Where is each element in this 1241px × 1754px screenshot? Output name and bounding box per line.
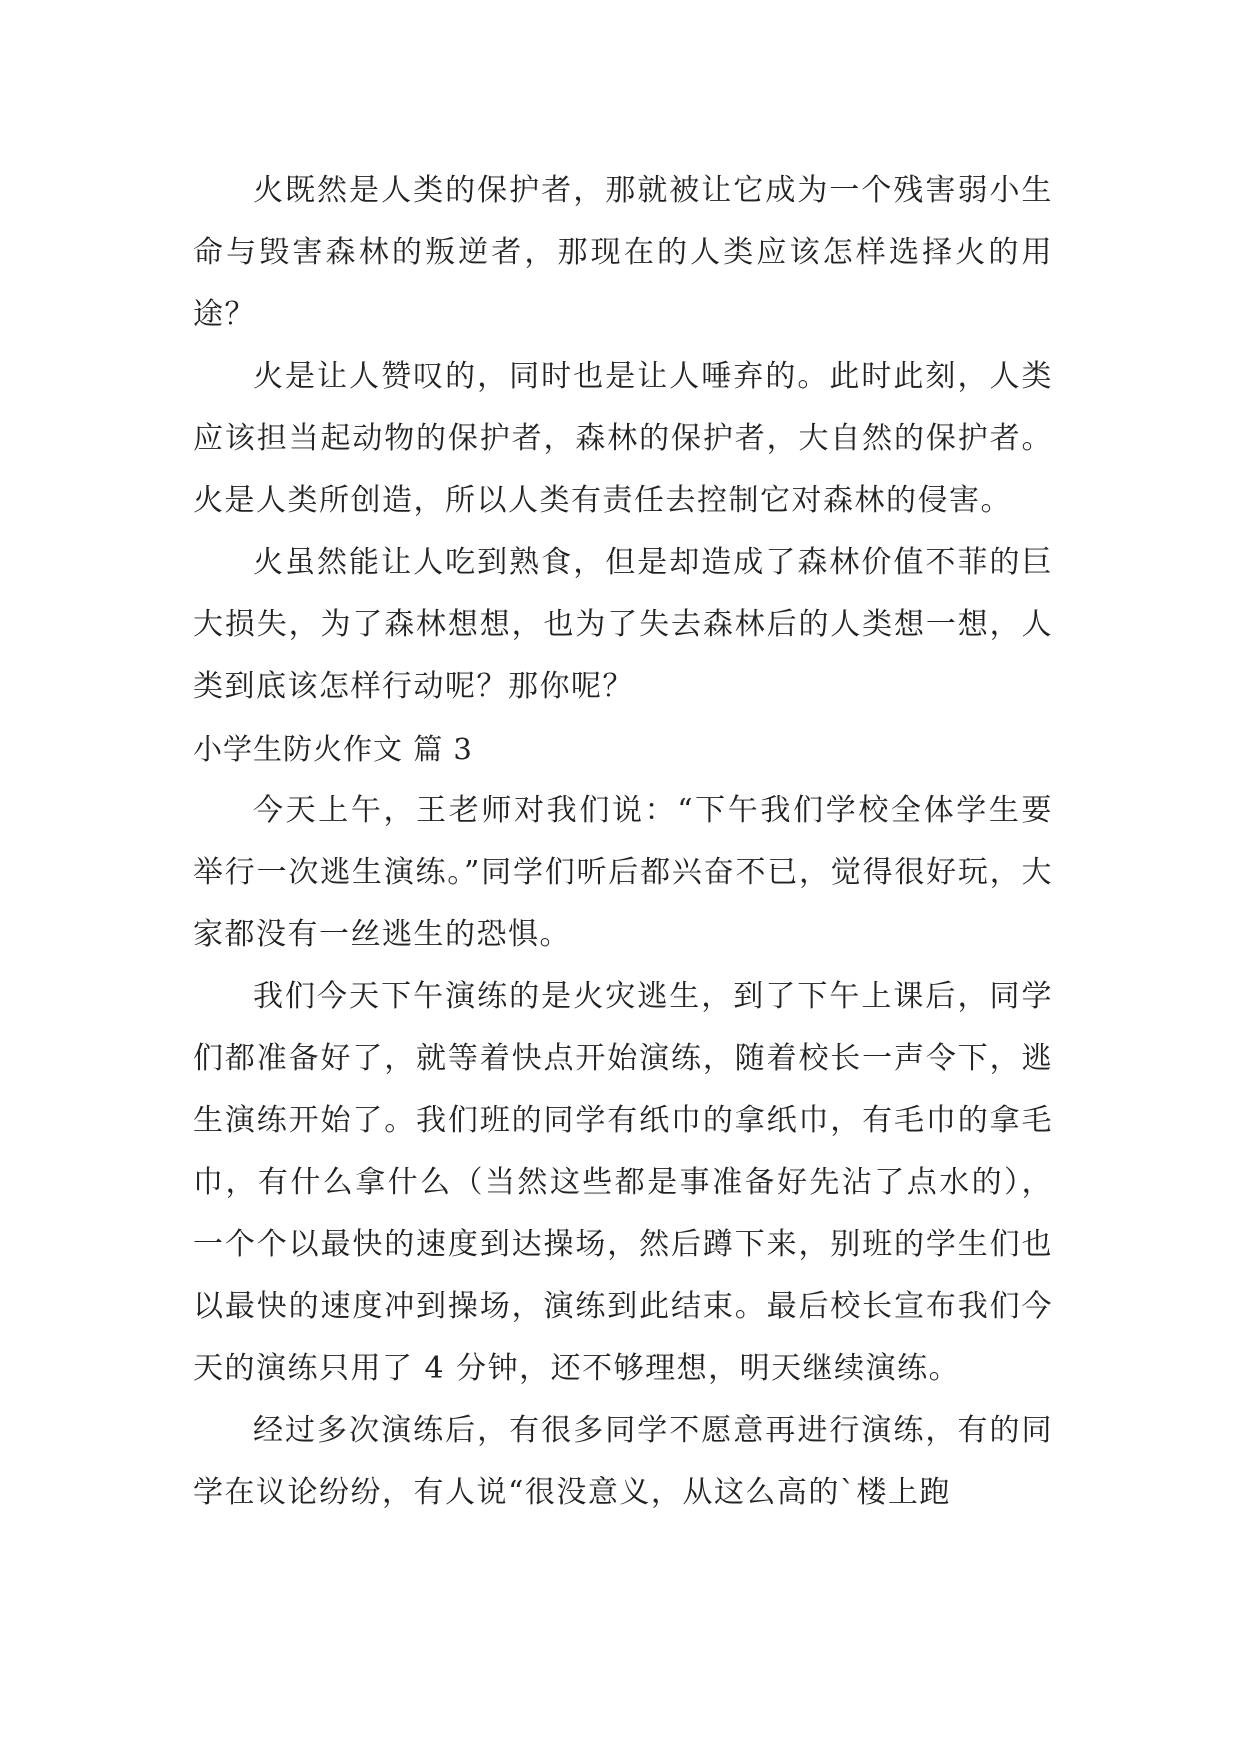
- paragraph-fire-protector: 火既然是人类的保护者，那就被让它成为一个残害弱小生命与毁害森林的叛逆者，那现在的人类应该怎样选择火的用途？: [193, 173, 1053, 332]
- paragraph-teacher-announcement: 今天上午，王老师对我们说：“下午我们学校全体学生要举行一次逃生演练。”同学们听后都兴奋不已，觉得很好玩，大家都没有一丝逃生的恐惧。: [193, 793, 1053, 952]
- document-body: [193, 160, 1053, 1524]
- paragraph-fire-praised: 火是让人赞叹的，同时也是让人唾弃的。此时此刻，人类应该担当起动物的保护者，森林的保护者，大自然的保护者。火是人类所创造，所以人类有责任去控制它对森林的侵害。: [193, 359, 1053, 518]
- section-heading: 小学生防火作文 篇 3: [193, 732, 473, 766]
- paragraph-after-drills: 经过多次演练后，有很多同学不愿意再进行演练，有的同学在议论纷纷，有人说“很没意义，从这么高的`楼上跑: [193, 1413, 1053, 1510]
- paragraph-drill-description: 我们今天下午演练的是火灾逃生，到了下午上课后，同学们都准备好了，就等着快点开始演练，随着校长一声令下，逃生演练开始了。我们班的同学有纸巾的拿纸巾，有毛巾的拿毛巾，有什么拿什么（当然这些都是事准备好先沾了点水的），一个个以最快的速度到达操场，然后蹲下来，别班的学生们也以最快的速度冲到操场，演练到此结束。最后校长宣布我们今天的演练只用了 4 分钟，还不够理想，明天继续演练。: [193, 979, 1053, 1386]
- paragraph-fire-loss: 火虽然能让人吃到熟食，但是却造成了森林价值不菲的巨大损失，为了森林想想，也为了失去森林后的人类想一想，人类到底该怎样行动呢？那你呢？: [193, 545, 1053, 704]
